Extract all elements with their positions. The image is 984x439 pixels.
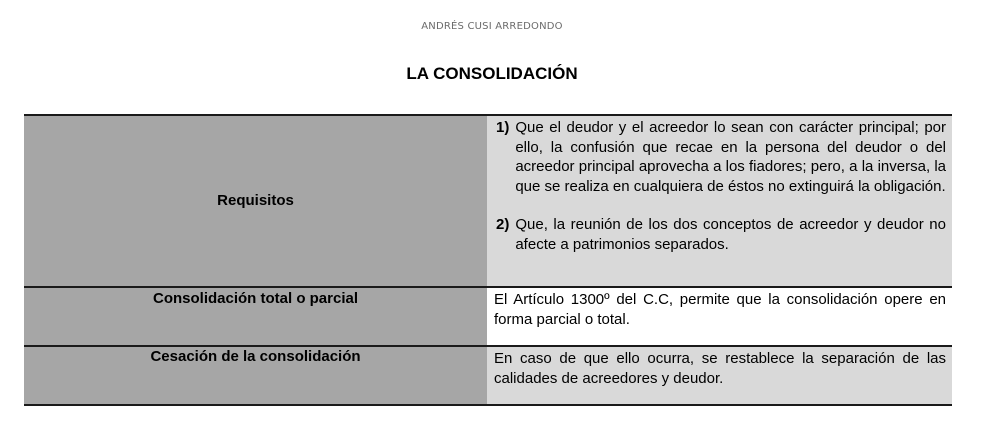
row-label-text: Consolidación total o parcial bbox=[152, 290, 359, 307]
row-label bbox=[24, 116, 487, 286]
table-row-requisitos bbox=[24, 114, 952, 286]
row-label bbox=[24, 288, 487, 345]
row-content bbox=[487, 116, 952, 286]
item-text: Que, la reunión de los dos conceptos de acreedor y deudor no afecte a patrimonios separados. bbox=[515, 216, 946, 253]
item-number: 1) bbox=[496, 119, 510, 136]
row-label-text: Requisitos bbox=[217, 191, 294, 209]
row-content-text: En caso de que ello ocurra, se restablece la separación de las calidades de acreedores y deudor. bbox=[494, 350, 946, 387]
list-item bbox=[494, 215, 946, 254]
item-text: Que el deudor y el acreedor lo sean con carácter principal; por ello, la confusión que recae en la persona del deudor o del acreedor principal aprovecha a los fiadores; pero, a la inversa, la que se realiza en cualquiera de éstos no extinguirá la obligación. bbox=[515, 119, 946, 195]
document-author: ANDRÉS CUSI ARREDONDO bbox=[421, 21, 563, 32]
row-content bbox=[487, 288, 952, 345]
list-item bbox=[494, 118, 946, 196]
consolidation-table bbox=[24, 114, 952, 406]
row-label bbox=[24, 347, 487, 404]
row-label-text: Cesación de la consolidación bbox=[150, 348, 361, 365]
page-title: LA CONSOLIDACIÓN bbox=[406, 64, 578, 83]
row-content-text: El Artículo 1300º del C.C, permite que la consolidación opere en forma parcial o total. bbox=[494, 291, 946, 328]
table-row-consolidacion-total bbox=[24, 286, 952, 345]
row-content bbox=[487, 347, 952, 404]
item-number: 2) bbox=[496, 216, 510, 233]
table-row-cesacion bbox=[24, 345, 952, 406]
